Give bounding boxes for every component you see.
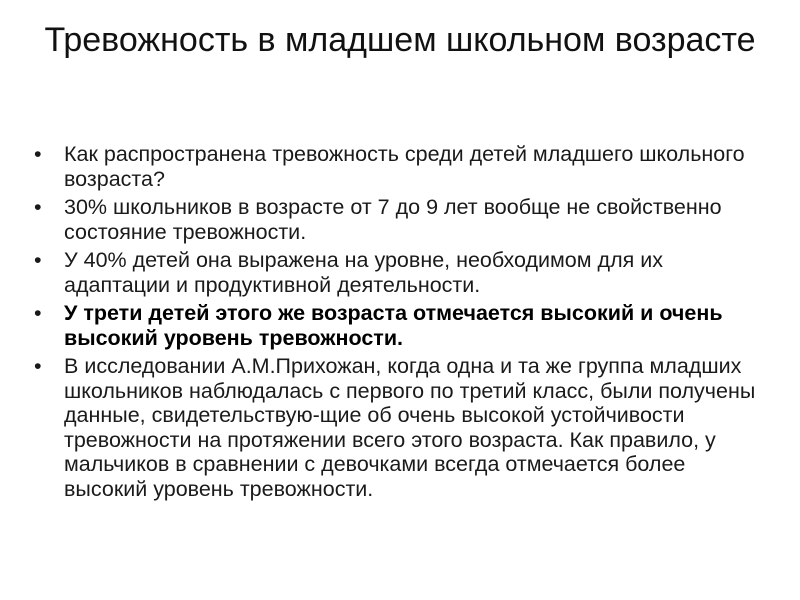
bullet-marker: • [34,248,42,272]
slide-title: Тревожность в младшем школьном возрасте [44,21,756,59]
bullet-marker: • [34,195,42,219]
bullet-text: У 40% детей она выражена на уровне, необходимом для их адаптации и продуктивной деятельности. [64,248,663,297]
bullet-list [34,142,774,505]
bullet-text: Как распространена тревожность среди детей младшего школьного возраста? [64,142,745,191]
bullet-item [34,142,774,191]
bullet-marker: • [34,142,42,166]
bullet-item [34,354,774,501]
bullet-text-bold: У трети детей этого же возраста отмечается высокий и очень высокий уровень тревожности. [64,301,723,350]
bullet-text: В исследовании А.М.Прихожан, когда одна и та же группа младших школьников наблюдалась с первого по третий класс, были получены данные, свидетельствую-щие об очень высокой устойчивости тревожности на протяжении всего этого возраста. Как правило, у мальчиков в сравнении с девочками всегда отмечается более высокий уровень тревожности. [64,354,756,501]
bullet-item [34,248,774,297]
bullet-marker: • [34,301,42,325]
bullet-item [34,195,774,244]
bullet-text: 30% школьников в возрасте от 7 до 9 лет вообще не свойственно состояние тревожности. [64,195,722,244]
bullet-marker: • [34,354,42,378]
bullet-item-emphasized [34,301,774,350]
